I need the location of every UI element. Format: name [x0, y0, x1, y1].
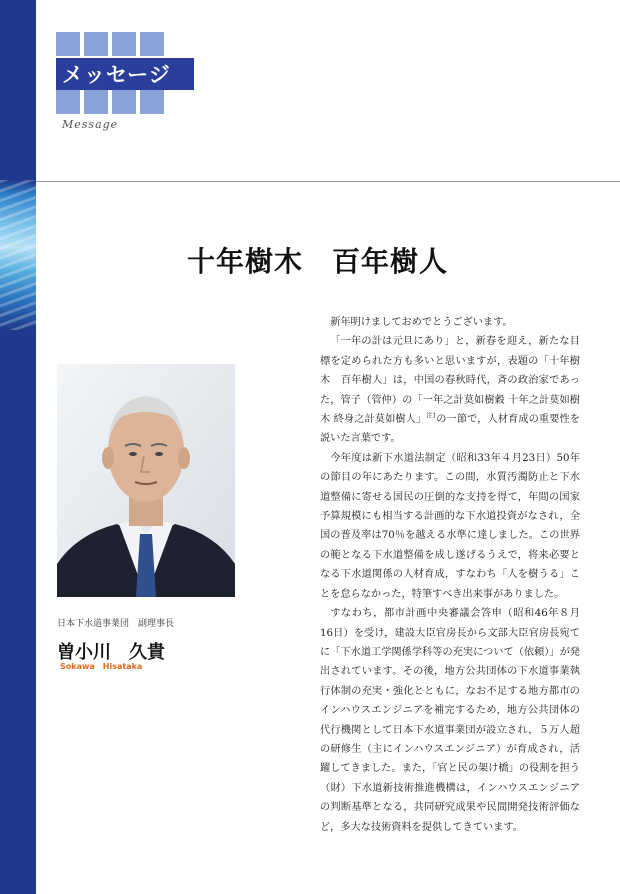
paragraph	[320, 332, 580, 448]
paragraph: 今年度は新下水道法制定（昭和33年４月23日）50年の節目の年にあたります。この間，水質汚濁防止と下水道整備に寄せる国民の圧倒的な支持を得て，年間の国家予算規模にも相当する計画的な下水道投資がなされ，全国の普及率は70％を越える水準に達しました。この世界の範となる下水道整備を成し遂げるうえで，将来必要となる下水道関係の人材育成，すなわち「人を樹うる」ことを怠らなかった，特筆すべき出来事がありました。	[320, 452, 580, 600]
logo-tile	[112, 90, 136, 114]
logo-tile	[112, 32, 136, 56]
paragraph-text: 「一年の計は元旦にあり」と，新春を迎え，新たな目標を定められた方も多いと思いますが，表題の「十年樹木 百年樹人」は，中国の春秋時代，斉の政治家であった，管子（管仲）の「一年之計莫如樹穀 十年之計莫如樹木 終身之計莫如樹人」	[320, 336, 580, 426]
left-color-stripe	[0, 0, 36, 894]
author-organization: 日本下水道事業団 副理事長	[57, 619, 175, 629]
paragraph-text: の一節で，人材育成の重要性を説いた言葉です。	[320, 414, 580, 445]
logo-tile	[56, 90, 80, 114]
article-title: 十年樹木 百年樹人	[186, 245, 448, 278]
article-body	[320, 313, 580, 837]
author-portrait	[57, 364, 235, 597]
water-texture-band	[0, 180, 36, 330]
paragraph: 新年明けましておめでとうございます。	[330, 317, 513, 328]
author-name-romanized: Sokawa Hisataka	[60, 662, 143, 671]
logo-tile	[140, 90, 164, 114]
logo-subtitle: Message	[62, 118, 119, 131]
portrait-image	[57, 364, 235, 597]
header-divider	[36, 181, 620, 182]
logo-title: メッセージ	[62, 63, 171, 87]
logo-tile	[84, 90, 108, 114]
logo-tile	[84, 32, 108, 56]
message-logo	[56, 32, 196, 131]
logo-tile	[140, 32, 164, 56]
author-name: 曽小川 久貴	[57, 642, 165, 663]
logo-tile	[56, 32, 80, 56]
paragraph: すなわち，都市計画中央審議会答申（昭和46年８月16日）を受け，建設大臣官房長から文部大臣官房長宛てに「下水道工学関係学科等の充実について（依頼）」が発出されています。その後，地方公共団体の下水道事業執行体制の充実・強化とともに，なお不足する地方都市のインハウスエンジニアを補完するため，地方公共団体の代行機関として日本下水道事業団が設立され，５万人超の研修生（主にインハウスエンジニア）が育成され，活躍してきました。また，「官と民の架け橋」の役割を担う（財）下水道新技術推進機構は，インハウスエンジニアの判断基準となる，共同研究成果や民間開発技術評価など，多大な技術資料を提供してきています。	[320, 608, 580, 833]
footnote-marker: 注1	[426, 412, 437, 420]
